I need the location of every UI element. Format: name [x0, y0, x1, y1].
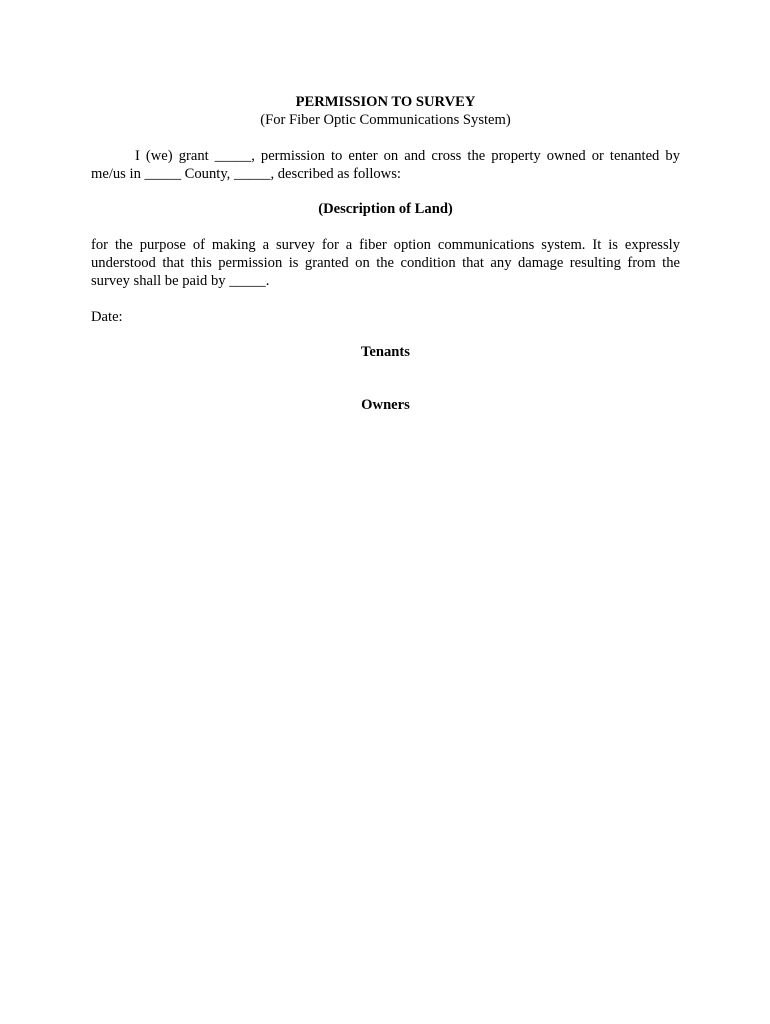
document-title: PERMISSION TO SURVEY — [295, 94, 476, 110]
tenants-label: Tenants — [361, 344, 410, 360]
grant-paragraph: I (we) grant _____, permission to enter on and cross the property owned or tenanted by me/us in _____ County, _____, described as follows: — [91, 148, 680, 182]
purpose-paragraph: for the purpose of making a survey for a fiber option communications system. It is expressly understood that this permission is granted on the condition that any damage resulting from the survey shall be paid by _____. — [91, 237, 680, 289]
document-body — [91, 93, 680, 414]
document-subtitle: (For Fiber Optic Communications System) — [260, 112, 511, 128]
land-description-heading: (Description of Land) — [318, 201, 453, 217]
owners-label: Owners — [361, 397, 410, 413]
date-label: Date: — [91, 309, 123, 325]
